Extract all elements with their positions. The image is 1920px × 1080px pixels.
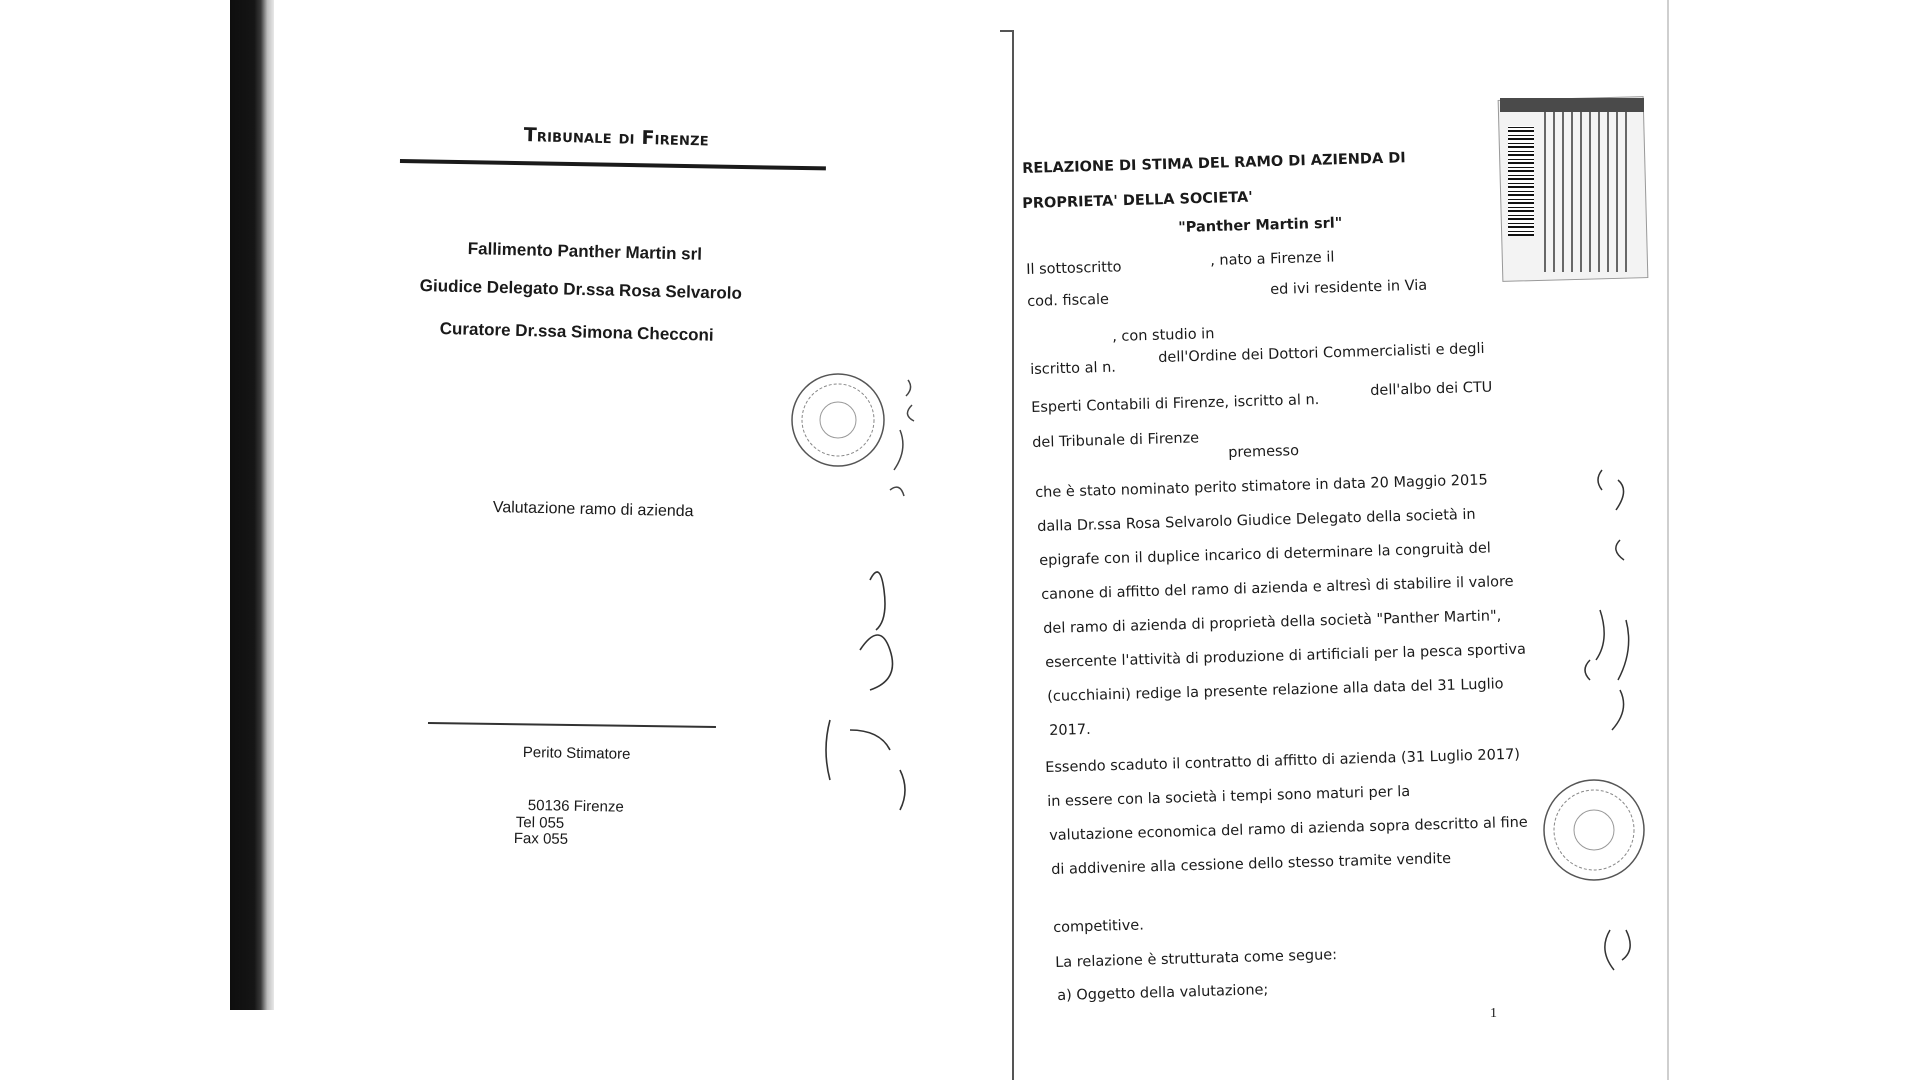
document-subject: Valutazione ramo di azienda xyxy=(492,499,694,521)
paragraph-line: epigrafe con il duplice incarico di determinare la congruità del xyxy=(1039,540,1492,569)
perito-address: 50136 Firenze xyxy=(527,797,624,816)
bankruptcy-name: Fallimento Panther Martin srl xyxy=(467,239,703,264)
perito-label: Perito Stimatore xyxy=(522,744,631,763)
page-binding-shadow xyxy=(230,0,274,1010)
report-heading-line1: RELAZIONE DI STIMA DEL RAMO DI AZIENDA DI xyxy=(1022,150,1406,177)
revenue-stamp-print xyxy=(1544,112,1628,272)
intro-residente: ed ivi residente in Via xyxy=(1270,277,1428,298)
right-page-edge xyxy=(1012,30,1014,1080)
perito-fax: Fax 055 xyxy=(513,830,569,848)
left-stamp-and-signature xyxy=(790,350,930,850)
intro-iscritto: iscritto al n. xyxy=(1030,359,1117,378)
intro-ordine: dell'Ordine dei Dottori Commercialisti e degli xyxy=(1158,340,1485,366)
delegated-judge: Giudice Delegato Dr.ssa Rosa Selvarolo xyxy=(419,276,743,303)
intro-premesso: premesso xyxy=(1228,443,1300,461)
paragraph-line: esercente l'attività di produzione di artificiali per la pesca sportiva xyxy=(1045,641,1527,671)
paragraph-line: (cucchiaini) redige la presente relazione alla data del 31 Luglio xyxy=(1047,676,1504,705)
intro-sottoscritto: Il sottoscritto xyxy=(1026,259,1122,278)
paragraph-line: che è stato nominato perito stimatore in data 20 Maggio 2015 xyxy=(1035,472,1488,501)
barcode-icon xyxy=(1508,126,1534,236)
paragraph-line: canone di affitto del ramo di azienda e altresì di stabilire il valore xyxy=(1041,573,1514,603)
paragraph-line: Essendo scaduto il contratto di affitto di azienda (31 Luglio 2017) xyxy=(1045,746,1521,776)
intro-studio: , con studio in xyxy=(1112,326,1215,345)
handwriting-mark xyxy=(1585,470,1630,970)
revenue-stamp-header xyxy=(1500,98,1644,112)
paragraph-line: competitive. xyxy=(1053,917,1145,936)
intro-esperti: Esperti Contabili di Firenze, iscritto al n. xyxy=(1031,391,1320,416)
intro-albo: dell'albo dei CTU xyxy=(1370,379,1493,399)
intro-cod-fiscale: cod. fiscale xyxy=(1027,291,1110,310)
court-seal-icon xyxy=(792,374,884,466)
paragraph-line: del ramo di azienda di proprietà della società "Panther Martin", xyxy=(1043,608,1502,637)
report-heading-line2: PROPRIETA' DELLA SOCIETA' xyxy=(1022,189,1253,212)
paragraph-line: di addivenire alla cessione dello stesso tramite vendite xyxy=(1051,850,1452,878)
court-title: Tribunale di Firenze xyxy=(523,124,710,151)
paragraph-line: a) Oggetto della valutazione; xyxy=(1057,982,1269,1004)
right-page-edge-top xyxy=(1000,30,1014,32)
intro-nato: , nato a Firenze il xyxy=(1210,249,1335,269)
paragraph-line: valutazione economica del ramo di azienda sopra descritto al fine xyxy=(1049,814,1528,844)
signature-mark xyxy=(826,572,905,810)
court-seal-icon xyxy=(1544,780,1644,880)
handwriting-mark xyxy=(890,380,914,496)
paragraph-line: dalla Dr.ssa Rosa Selvarolo Giudice Delegato della società in xyxy=(1037,506,1476,535)
report-heading-company: "Panther Martin srl" xyxy=(1178,215,1343,236)
intro-tribunale: del Tribunale di Firenze xyxy=(1032,430,1200,451)
paragraph-line: La relazione è strutturata come segue: xyxy=(1055,947,1338,971)
curator: Curatore Dr.ssa Simona Checconi xyxy=(439,319,714,345)
paragraph-line: in essere con la società i tempi sono maturi per la xyxy=(1047,783,1411,810)
perito-tel: Tel 055 xyxy=(515,814,565,832)
page-number: 1 xyxy=(1490,1006,1497,1021)
paragraph-line: 2017. xyxy=(1049,721,1091,739)
right-stamp-and-signature xyxy=(1530,460,1670,980)
